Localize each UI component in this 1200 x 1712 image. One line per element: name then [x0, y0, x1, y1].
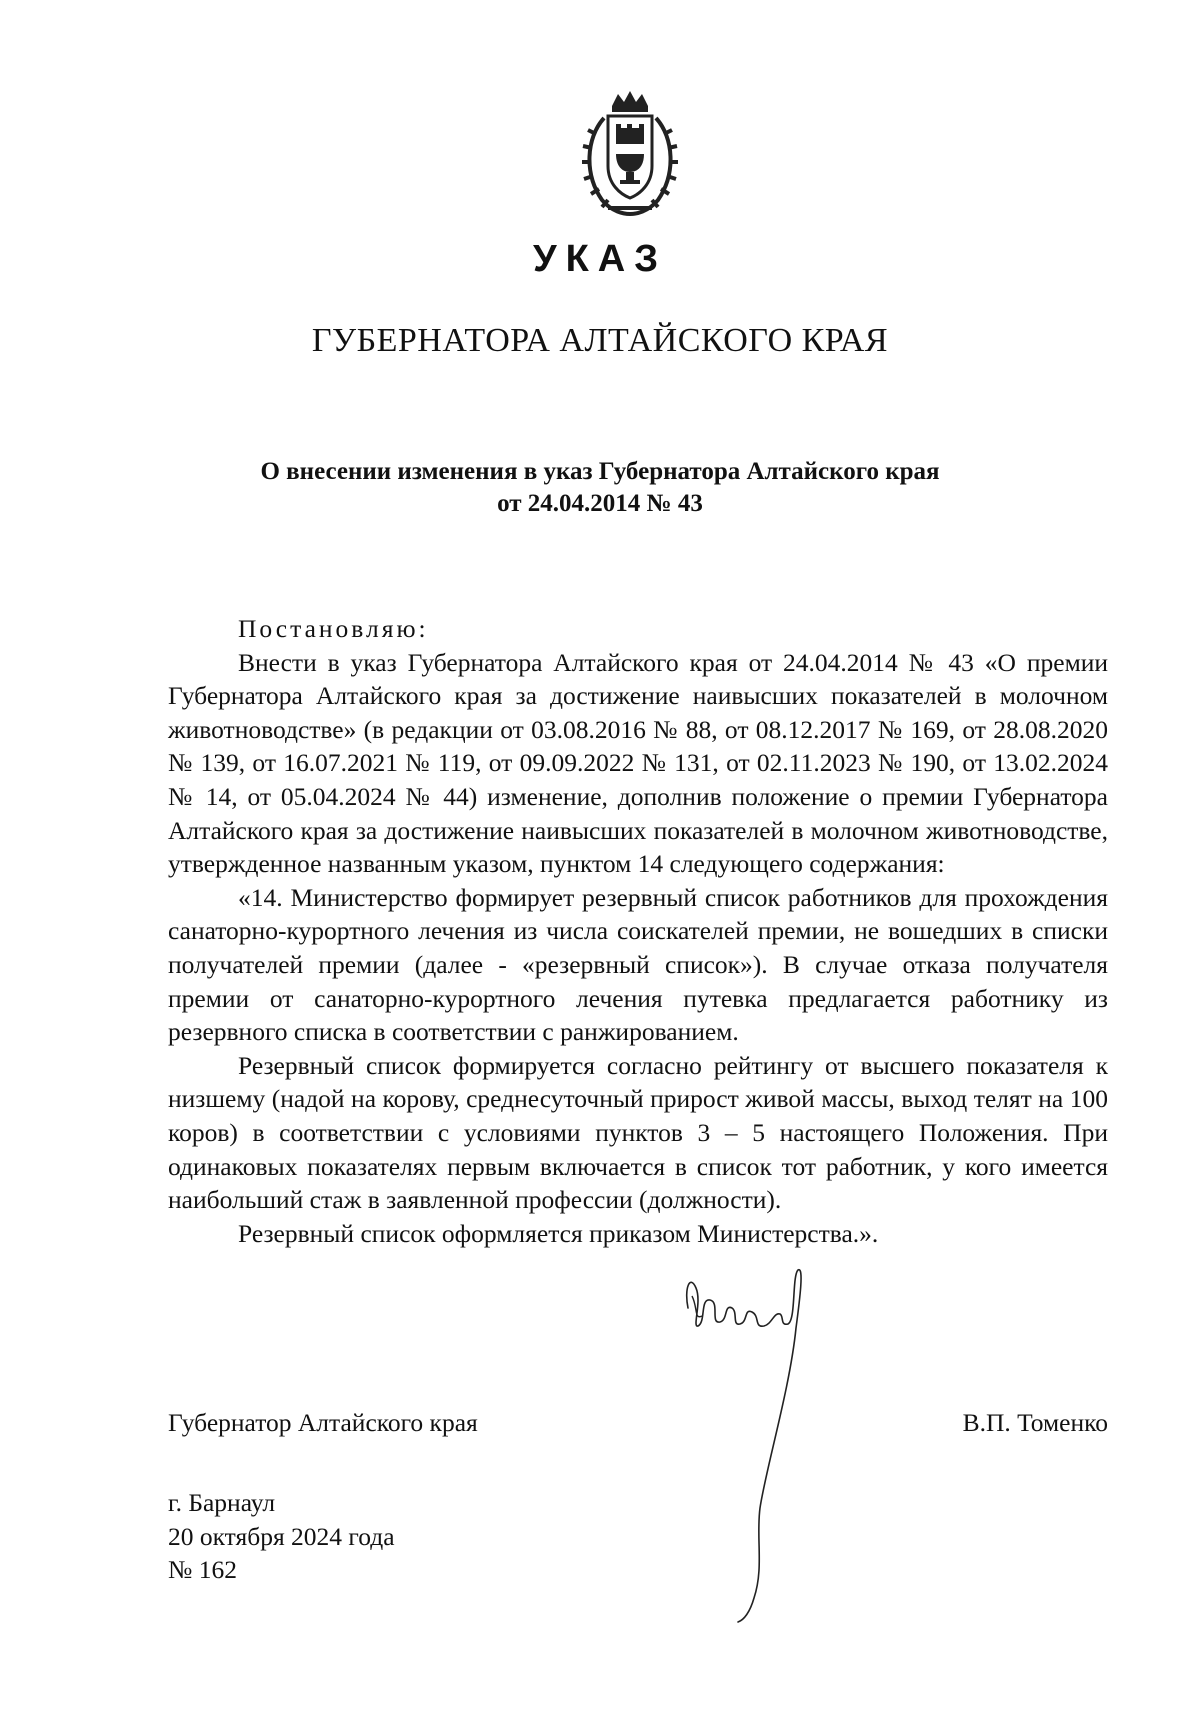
- signature-row: [168, 1408, 1108, 1448]
- document-number: № 162: [168, 1555, 237, 1585]
- body-paragraph: Резервный список формируется согласно рейтингу от высшего показателя к низшему (надой на корову, среднесуточный прирост живой массы, выход телят на 100 коров) в соответствии с условиями пунктов 3 – 5 настоящего Положения. При одинаковых показателях первым включается в список тот работник, у кого имеется наибольший стаж в заявленной профессии (должности).: [168, 1050, 1108, 1215]
- document-footer: [168, 1486, 395, 1587]
- body-paragraph: Резервный список оформляется приказом Министерства.».: [238, 1218, 879, 1248]
- document-subtitle: ГУБЕРНАТОРА АЛТАЙСКОГО КРАЯ: [311, 322, 889, 359]
- document-title: УКАЗ: [532, 238, 668, 280]
- document-body: [168, 612, 1108, 1250]
- heading-line-2: от 24.04.2014 № 43: [497, 490, 703, 517]
- document-date: 20 октября 2024 года: [168, 1521, 395, 1551]
- heading-line-1: О внесении изменения в указ Губернатора Алтайского края: [260, 458, 940, 485]
- signatory-role: Губернатор Алтайского края: [168, 1408, 478, 1437]
- body-paragraph: «14. Министерство формирует резервный список работников для прохождения санаторно-курортного лечения из числа соискателей премии, не вошедших в списки получателей премии (далее - «резервный список»). В случае отказа получателя премии от санаторно-курортного лечения путевка предлагается работнику из резервного списка в соответствии с ранжированием.: [168, 882, 1108, 1047]
- postanov-label: Постановляю:: [238, 614, 429, 643]
- body-paragraph: Внести в указ Губернатора Алтайского края от 24.04.2014 № 43 «О премии Губернатора Алтайского края за достижение наивысших показателей в молочном животноводстве» (в редакции от 03.08.2016 № 88, от 08.12.2017 № 169, от 28.08.2020 № 139, от 16.07.2021 № 119, от 09.09.2022 № 131, от 02.11.2023 № 190, от 13.02.2024 № 14, от 05.04.2024 № 44) изменение, дополнив положение о премии Губернатора Алтайского края за достижение наивысших показателей в молочном животноводстве, утвержденное названным указом, пунктом 14 следующего содержания:: [168, 647, 1108, 879]
- document-heading: [150, 456, 1050, 520]
- handwritten-signature-icon: [680, 1268, 820, 1628]
- coat-of-arms-icon: [572, 88, 688, 218]
- city: г. Барнаул: [168, 1488, 276, 1517]
- signatory-name: В.П. Томенко: [962, 1408, 1108, 1437]
